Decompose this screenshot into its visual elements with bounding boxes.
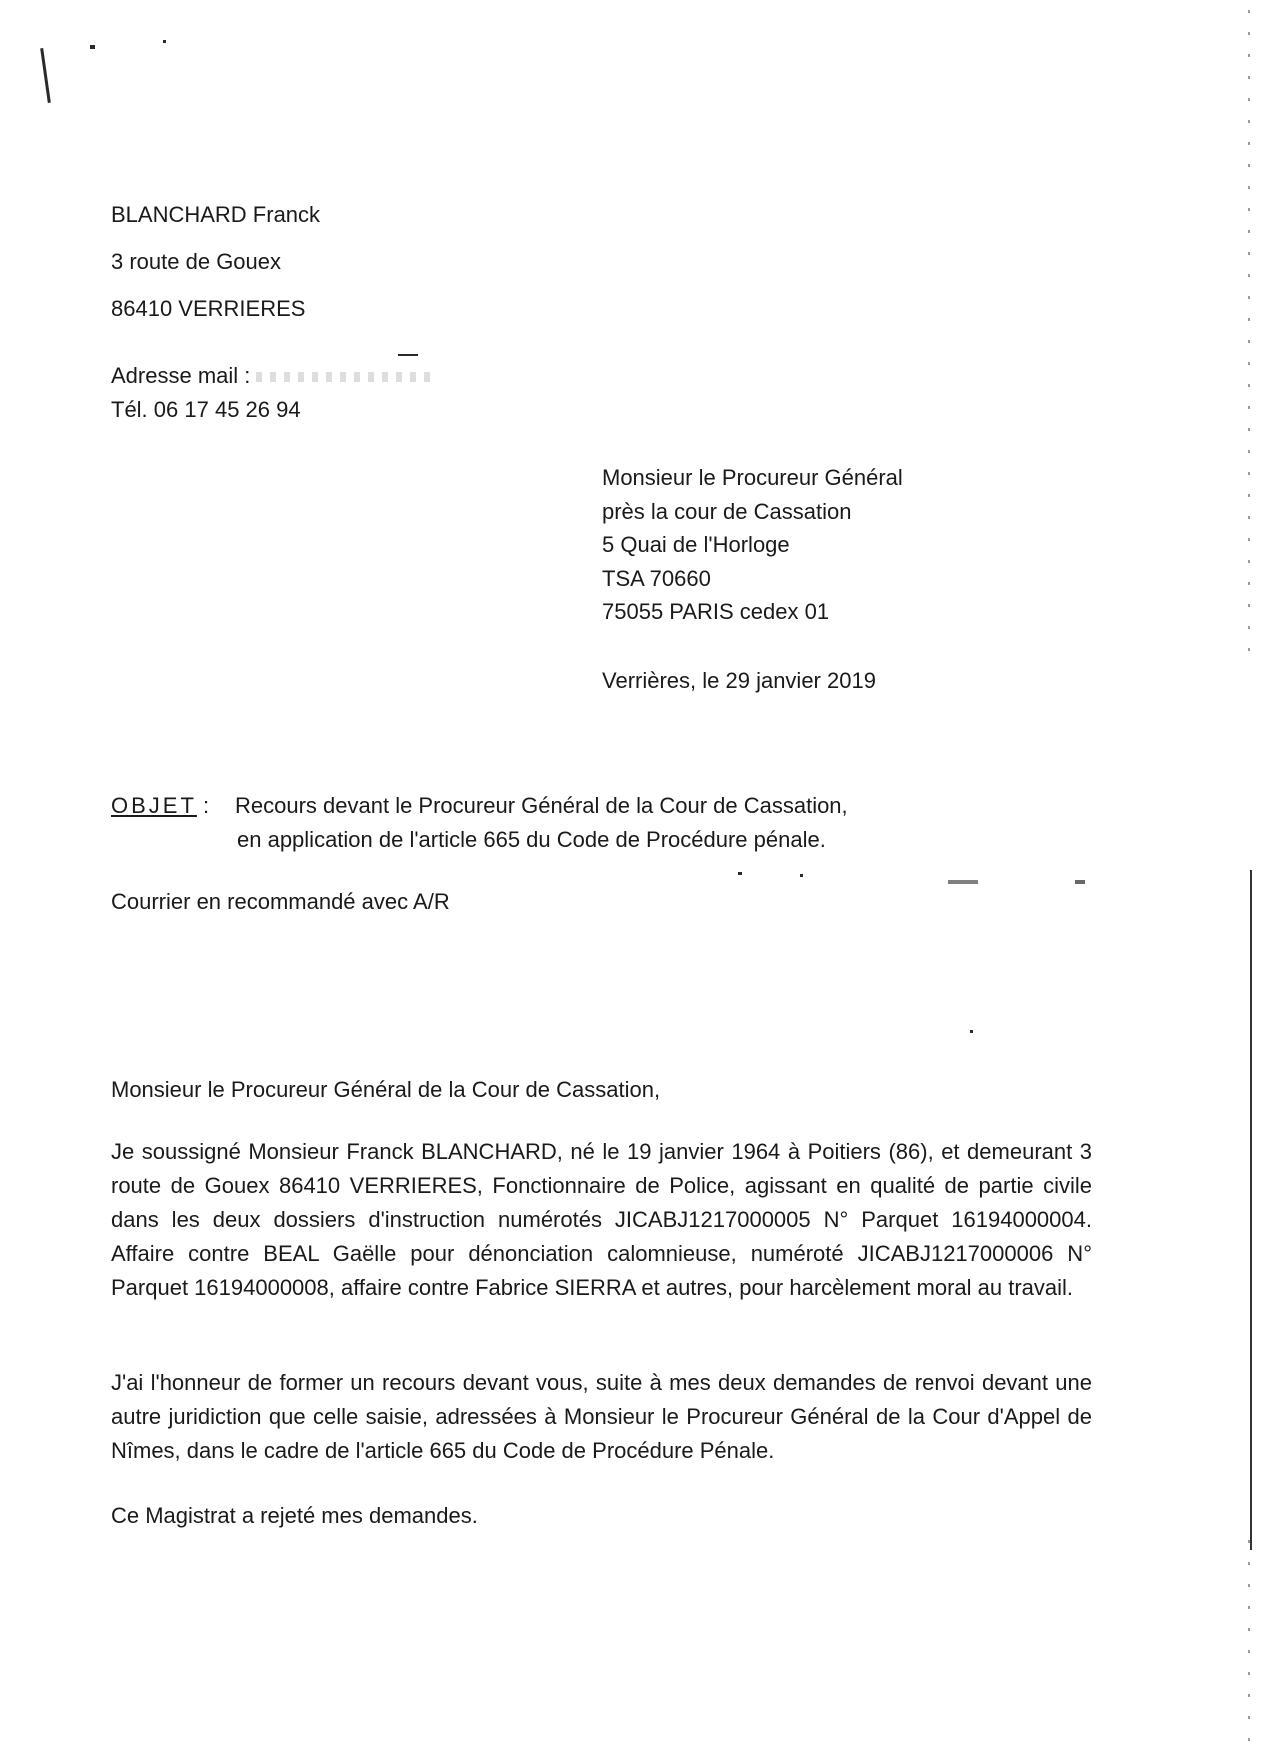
recipient-line-2: près la cour de Cassation [602, 499, 852, 524]
sender-phone: Tél. 06 17 45 26 94 [111, 397, 301, 422]
sender-name: BLANCHARD Franck [111, 202, 321, 227]
scan-speck [398, 354, 418, 356]
scan-edge-dots [1248, 10, 1250, 670]
place-date: Verrières, le 29 janvier 2019 [602, 668, 876, 693]
scan-edge-dots-lower [1248, 1540, 1250, 1750]
body-paragraph-2: J'ai l'honneur de former un recours devant vous, suite à mes deux demandes de renvoi devant une autre juridiction que celle saisie, adressées à Monsieur le Procureur Général de la Cour d'Appel de Nîmes, dans le cadre de l'article 665 du Code de Procédure Pénale. [111, 1370, 1092, 1463]
objet-separator: : [196, 793, 210, 818]
body-paragraph-1: Je soussigné Monsieur Franck BLANCHARD, né le 19 janvier 1964 à Poitiers (86), et demeurant 3 route de Gouex 86410 VERRIERES, Fonctionnaire de Police, agissant en qualité de partie civile dans les deux dossiers d'instruction numérotés JICABJ1217000005 N° Parquet 16194000004. Affaire contre BEAL Gaëlle pour dénonciation calomnieuse, numéroté JICABJ1217000006 N° Parquet 16194000008, affaire contre Fabrice SIERRA et autres, pour harcèlement moral au travail. [111, 1139, 1092, 1300]
salutation: Monsieur le Procureur Général de la Cour de Cassation, [111, 1077, 661, 1102]
recipient-line-1: Monsieur le Procureur Général [602, 465, 903, 490]
recipient-line-4: TSA 70660 [602, 566, 711, 591]
sender-mail [111, 363, 436, 389]
scan-speck [163, 40, 166, 43]
scan-speck [948, 880, 978, 884]
body-paragraph-3: Ce Magistrat a rejeté mes demandes. [111, 1503, 478, 1528]
scan-edge-line [1250, 870, 1252, 1550]
recipient-line-3: 5 Quai de l'Horloge [602, 532, 790, 557]
mail-label: Adresse mail : [111, 363, 251, 388]
scan-speck [738, 872, 742, 875]
objet-line-1: Recours devant le Procureur Général de la Cour de Cassation, [235, 793, 848, 818]
recipient-line-5: 75055 PARIS cedex 01 [602, 599, 830, 624]
scan-speck [970, 1030, 973, 1033]
scan-speck [1075, 880, 1085, 884]
objet-label: OBJET [111, 793, 197, 818]
objet-line-2: en application de l'article 665 du Code de Procédure pénale. [237, 827, 826, 852]
objet-heading [111, 793, 209, 819]
redacted-mail [256, 372, 436, 382]
sender-street: 3 route de Gouex [111, 249, 282, 274]
courrier-note: Courrier en recommandé avec A/R [111, 889, 450, 914]
scan-speck [90, 45, 95, 49]
sender-city: 86410 VERRIERES [111, 296, 306, 321]
scan-mark-top-left [40, 48, 51, 103]
scan-speck [800, 874, 803, 877]
